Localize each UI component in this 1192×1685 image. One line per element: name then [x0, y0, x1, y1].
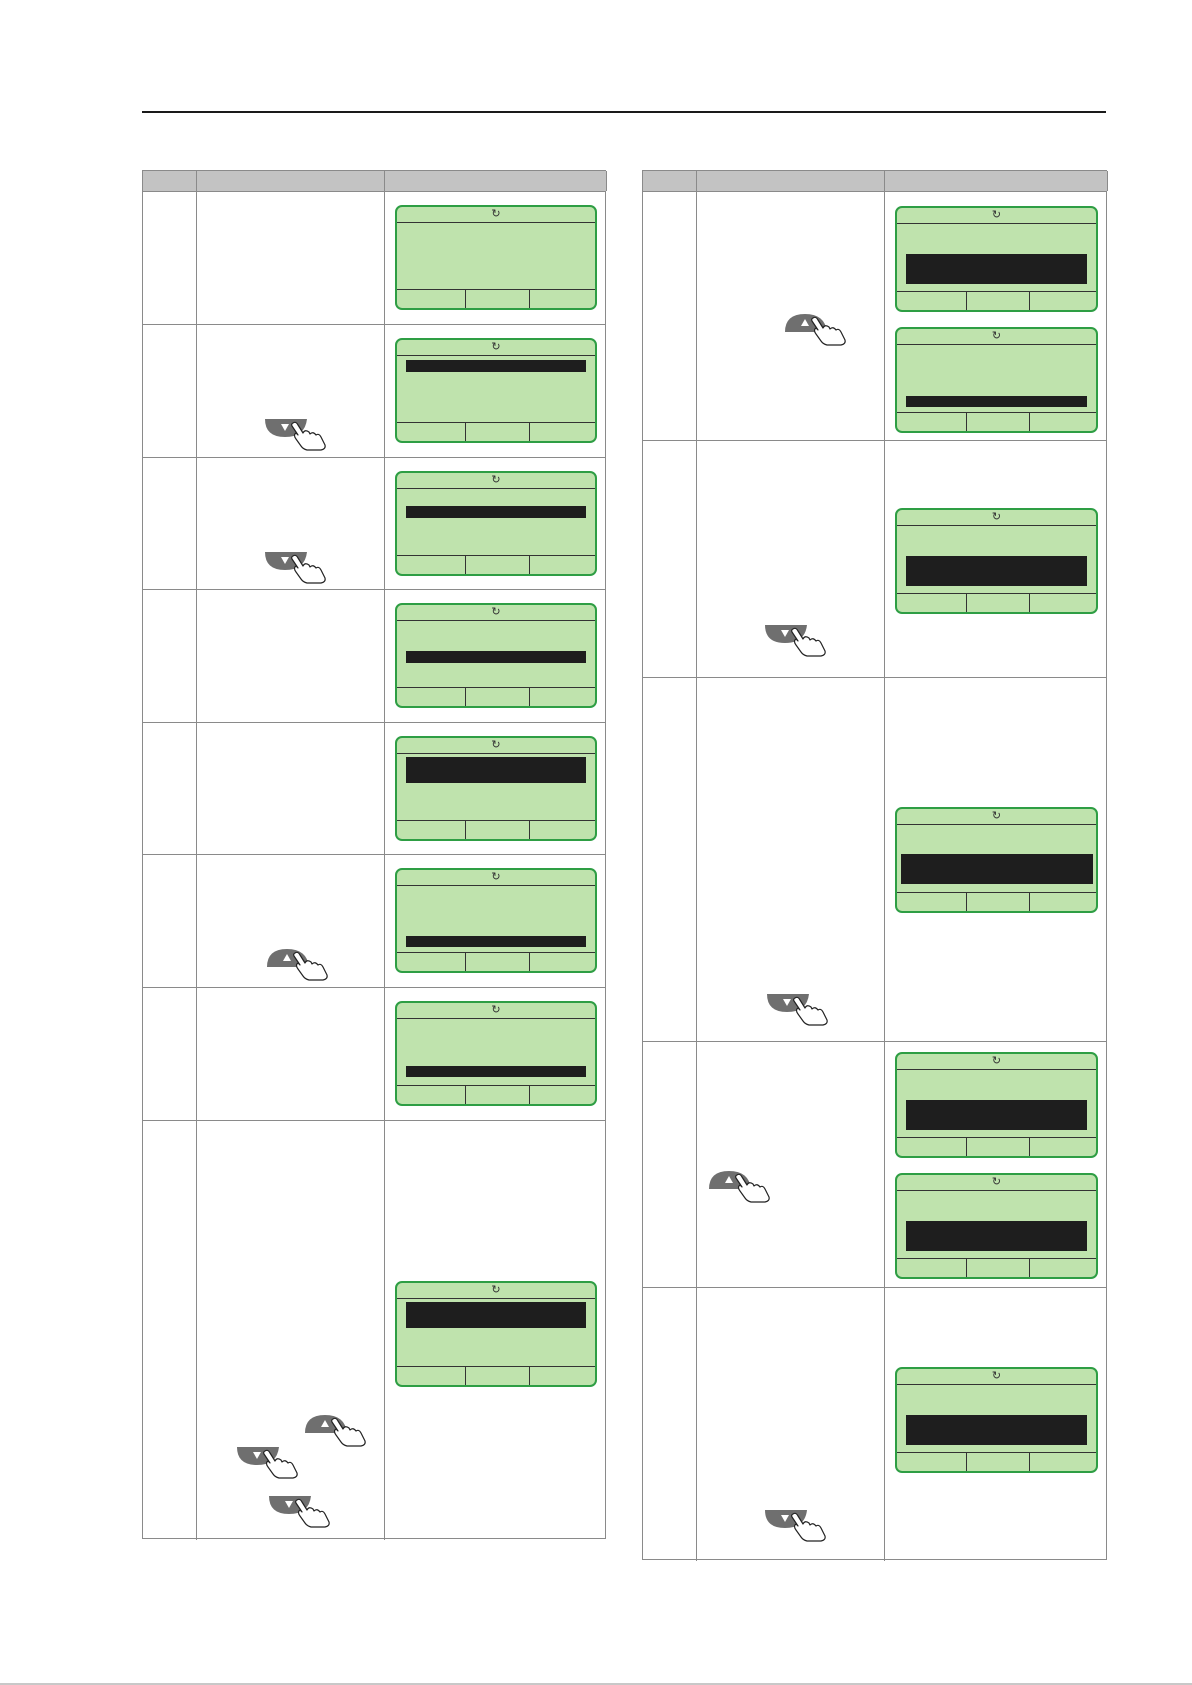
- lcd-title-bar: [397, 340, 595, 356]
- lcd-softkey-bar: [397, 422, 595, 441]
- selected-menu-row: [406, 1302, 586, 1328]
- table-header-cell: [697, 171, 885, 191]
- lcd-softkey-divider: [529, 952, 530, 971]
- lcd-title-bar: [897, 329, 1096, 345]
- pointing-hand-icon: [792, 1513, 826, 1541]
- table-header-cell: [385, 171, 607, 191]
- table-header-cell: [885, 171, 1108, 191]
- lcd-screen: [395, 338, 597, 443]
- lcd-softkey-divider: [966, 892, 967, 911]
- lcd-softkey-bar: [897, 1452, 1096, 1471]
- lcd-softkey-divider: [1029, 593, 1030, 612]
- table-row: [643, 440, 1106, 677]
- lcd-softkey-divider: [529, 289, 530, 308]
- table-row: [143, 854, 605, 987]
- table-row: [643, 1041, 1106, 1287]
- lcd-softkey-bar: [897, 593, 1096, 612]
- lcd-softkey-divider: [966, 1137, 967, 1156]
- lcd-softkey-divider: [529, 820, 530, 839]
- pointing-hand-icon: [812, 317, 846, 345]
- selected-menu-row: [406, 936, 586, 947]
- lcd-softkey-bar: [397, 289, 595, 308]
- lcd-screen: [895, 206, 1098, 312]
- lcd-screen: [895, 1052, 1098, 1158]
- lcd-screen: [395, 603, 597, 708]
- selected-menu-row: [406, 651, 586, 663]
- lcd-softkey-bar: [897, 892, 1096, 911]
- table-row: [643, 1287, 1106, 1561]
- pointing-hand-icon: [294, 952, 328, 980]
- lcd-screen: [395, 868, 597, 973]
- lcd-softkey-bar: [897, 1137, 1096, 1156]
- lcd-title-bar: [397, 1283, 595, 1299]
- lcd-softkey-divider: [966, 412, 967, 431]
- refresh-icon: ↻: [491, 870, 501, 883]
- lcd-title-bar: [897, 510, 1096, 526]
- up-arrow-key-icon: [707, 1167, 773, 1203]
- down-arrow-key-icon: [263, 415, 329, 451]
- lcd-title-bar: [897, 1054, 1096, 1070]
- lcd-title-bar: [897, 208, 1096, 224]
- selected-menu-row: [406, 506, 586, 518]
- lcd-softkey-divider: [1029, 412, 1030, 431]
- pointing-hand-icon: [736, 1174, 770, 1202]
- pointing-hand-icon: [792, 628, 826, 656]
- lcd-softkey-bar: [397, 1085, 595, 1104]
- table-row: [143, 987, 605, 1120]
- lcd-title-bar: [397, 738, 595, 754]
- lcd-softkey-bar: [397, 555, 595, 574]
- lcd-softkey-divider: [1029, 291, 1030, 310]
- table-row: [143, 324, 605, 457]
- lcd-softkey-divider: [465, 289, 466, 308]
- up-arrow-key-icon: [303, 1411, 369, 1447]
- lcd-title-bar: [397, 473, 595, 489]
- pointing-hand-icon: [332, 1418, 366, 1446]
- refresh-icon: ↻: [991, 1369, 1002, 1382]
- table-row: [143, 457, 605, 589]
- refresh-icon: ↻: [491, 340, 501, 353]
- lcd-title-bar: [897, 1175, 1096, 1191]
- refresh-icon: ↻: [491, 1283, 501, 1296]
- lcd-softkey-divider: [465, 1366, 466, 1385]
- selected-menu-row: [906, 1221, 1087, 1251]
- down-arrow-key-icon: [235, 1443, 301, 1479]
- lcd-screen: [895, 1173, 1098, 1279]
- lcd-softkey-divider: [465, 687, 466, 706]
- down-arrow-key-icon: [267, 1492, 333, 1528]
- pointing-hand-icon: [794, 997, 828, 1025]
- lcd-title-bar: [897, 809, 1096, 825]
- lcd-title-bar: [397, 870, 595, 886]
- refresh-icon: ↻: [991, 809, 1002, 822]
- lcd-screen: [395, 1001, 597, 1106]
- selected-menu-row: [906, 1100, 1087, 1130]
- selected-menu-row: [901, 854, 1093, 884]
- refresh-icon: ↻: [991, 1175, 1002, 1188]
- table-row: [643, 191, 1106, 440]
- table-row: [643, 677, 1106, 1041]
- lcd-softkey-bar: [397, 820, 595, 839]
- pointing-hand-icon: [296, 1499, 330, 1527]
- procedure-table-left: [142, 170, 606, 1539]
- lcd-title-bar: [897, 1369, 1096, 1385]
- refresh-icon: ↻: [491, 1003, 501, 1016]
- lcd-softkey-divider: [1029, 1452, 1030, 1471]
- procedure-table-right: [642, 170, 1107, 1560]
- lcd-screen: [395, 471, 597, 576]
- down-arrow-key-icon: [763, 1506, 829, 1542]
- lcd-screen: [895, 327, 1098, 433]
- pointing-hand-icon: [292, 555, 326, 583]
- lcd-softkey-bar: [897, 291, 1096, 310]
- lcd-title-bar: [397, 207, 595, 223]
- selected-menu-row: [906, 556, 1087, 586]
- lcd-softkey-divider: [529, 1366, 530, 1385]
- lcd-softkey-divider: [465, 820, 466, 839]
- pointing-hand-icon: [264, 1450, 298, 1478]
- lcd-softkey-divider: [529, 687, 530, 706]
- lcd-screen: [395, 736, 597, 841]
- table-row: [143, 722, 605, 854]
- table-row: [143, 589, 605, 722]
- selected-menu-row: [406, 757, 586, 783]
- lcd-softkey-divider: [465, 1085, 466, 1104]
- lcd-softkey-divider: [966, 1258, 967, 1277]
- lcd-softkey-divider: [529, 555, 530, 574]
- refresh-icon: ↻: [491, 738, 501, 751]
- refresh-icon: ↻: [991, 329, 1002, 342]
- refresh-icon: ↻: [991, 510, 1002, 523]
- refresh-icon: ↻: [491, 605, 501, 618]
- lcd-softkey-bar: [397, 1366, 595, 1385]
- refresh-icon: ↻: [991, 1054, 1002, 1067]
- header-rule: [142, 111, 1106, 113]
- lcd-softkey-divider: [465, 952, 466, 971]
- lcd-softkey-divider: [529, 422, 530, 441]
- selected-menu-row: [406, 360, 586, 372]
- lcd-softkey-bar: [897, 412, 1096, 431]
- lcd-screen: [395, 1281, 597, 1387]
- selected-menu-row: [906, 254, 1087, 284]
- lcd-softkey-bar: [397, 687, 595, 706]
- table-row: [143, 1120, 605, 1540]
- up-arrow-key-icon: [783, 310, 849, 346]
- down-arrow-key-icon: [765, 990, 831, 1026]
- lcd-screen: [895, 508, 1098, 614]
- lcd-softkey-bar: [397, 952, 595, 971]
- up-arrow-key-icon: [265, 945, 331, 981]
- down-arrow-key-icon: [263, 548, 329, 584]
- table-row: [143, 191, 605, 324]
- table-header-cell: [643, 171, 697, 191]
- lcd-softkey-divider: [966, 291, 967, 310]
- refresh-icon: ↻: [991, 208, 1002, 221]
- lcd-title-bar: [397, 1003, 595, 1019]
- lcd-softkey-divider: [1029, 892, 1030, 911]
- lcd-screen: [395, 205, 597, 310]
- lcd-softkey-divider: [966, 593, 967, 612]
- lcd-screen: [895, 1367, 1098, 1473]
- lcd-softkey-divider: [529, 1085, 530, 1104]
- lcd-title-bar: [397, 605, 595, 621]
- selected-menu-row: [906, 396, 1087, 407]
- refresh-icon: ↻: [491, 207, 501, 220]
- lcd-softkey-divider: [1029, 1258, 1030, 1277]
- selected-menu-row: [406, 1066, 586, 1077]
- selected-menu-row: [906, 1415, 1087, 1445]
- lcd-softkey-bar: [897, 1258, 1096, 1277]
- lcd-softkey-divider: [1029, 1137, 1030, 1156]
- refresh-icon: ↻: [491, 473, 501, 486]
- table-header-cell: [197, 171, 385, 191]
- lcd-screen: [895, 807, 1098, 913]
- down-arrow-key-icon: [763, 621, 829, 657]
- lcd-softkey-divider: [465, 555, 466, 574]
- table-header-cell: [143, 171, 197, 191]
- lcd-softkey-divider: [966, 1452, 967, 1471]
- lcd-softkey-divider: [465, 422, 466, 441]
- pointing-hand-icon: [292, 422, 326, 450]
